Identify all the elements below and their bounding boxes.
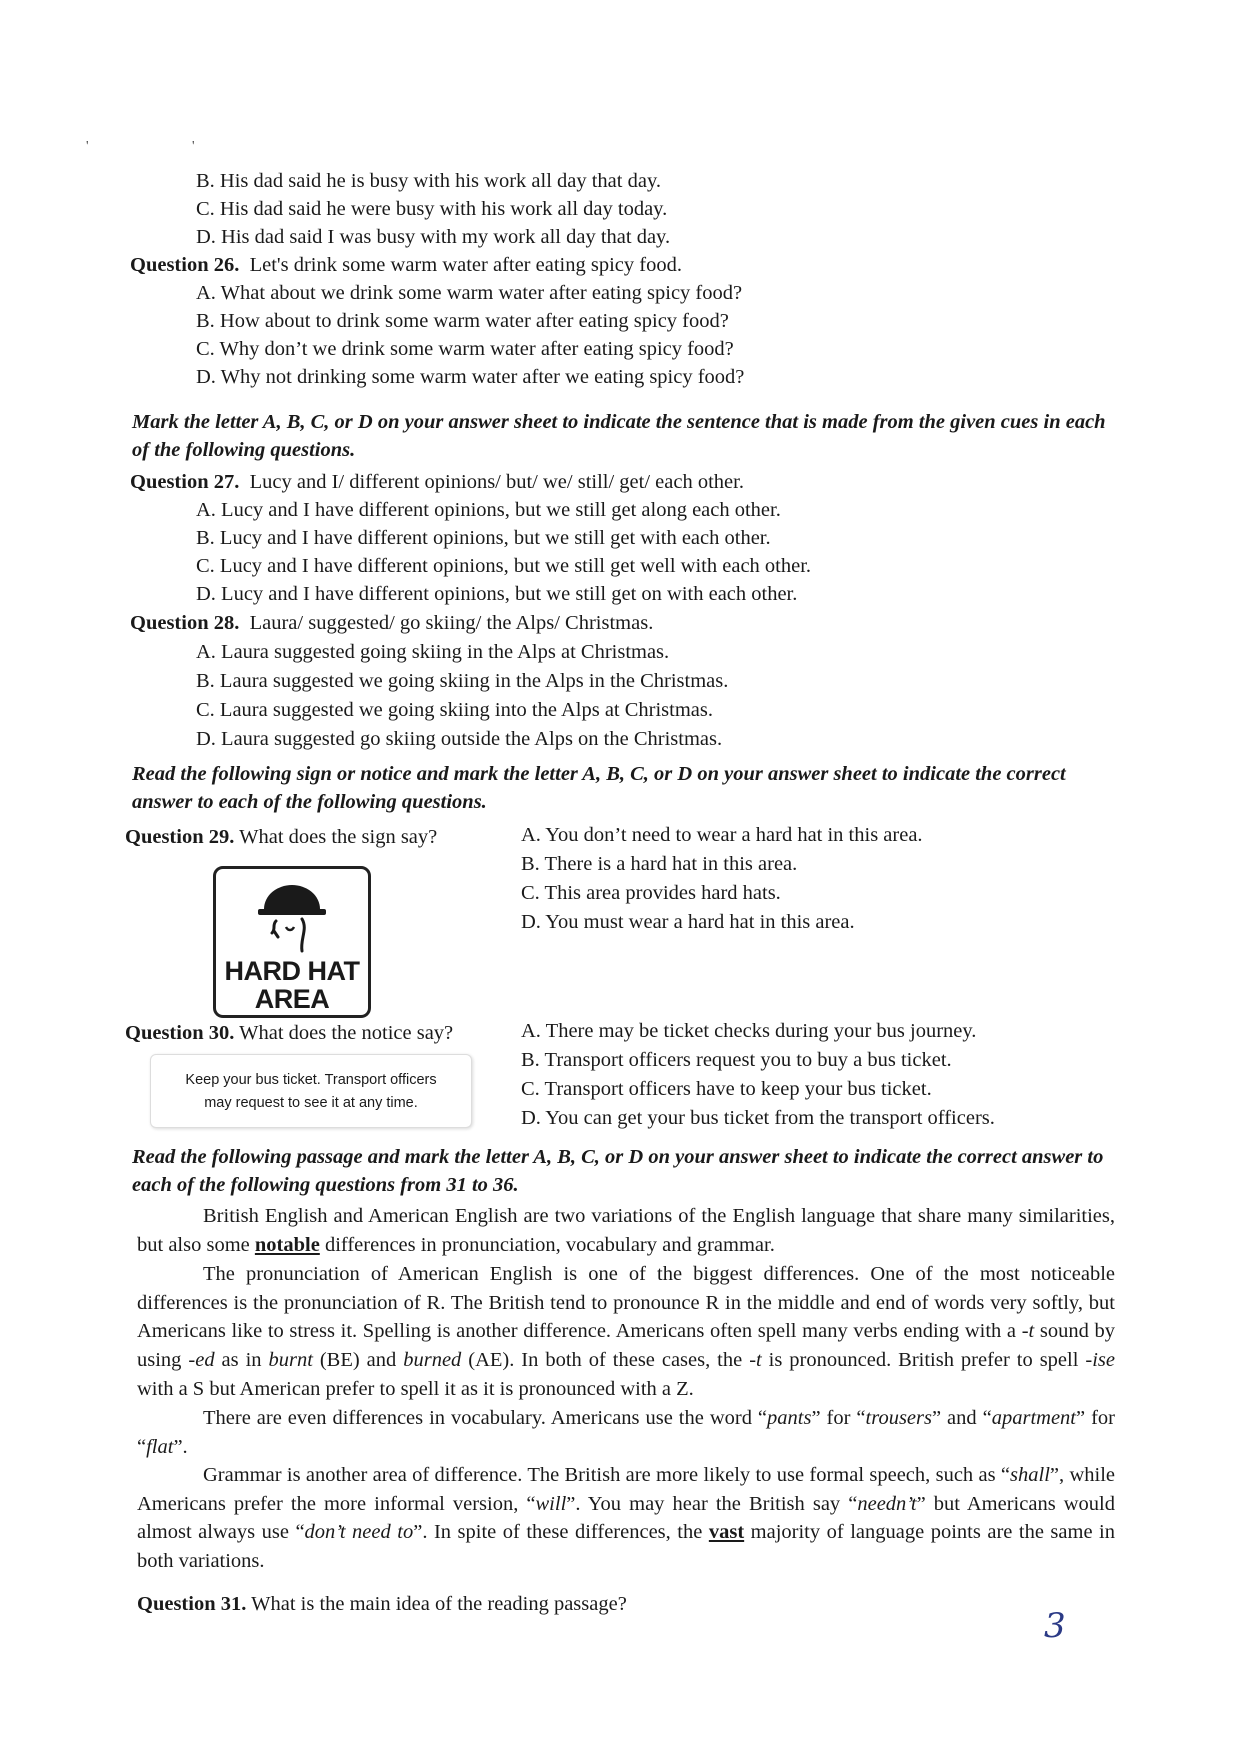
- p3-text-c: ” and “: [931, 1407, 992, 1429]
- q25-option-b: B. His dad said he is busy with his work all day that day.: [196, 170, 661, 192]
- q27-line: [130, 468, 744, 496]
- q29-option-c: C. This area provides hard hats.: [521, 882, 781, 904]
- q28-option-d: D. Laura suggested go skiing outside the Alps on the Christmas.: [196, 728, 723, 750]
- q30-stem: What does the notice say?: [239, 1022, 454, 1044]
- p1-text-b: differences in pronunciation, vocabulary and grammar.: [319, 1233, 775, 1256]
- q30-line: [125, 1019, 453, 1047]
- scan-specks: ' ': [86, 139, 245, 154]
- p2-term-t2: -t: [749, 1349, 762, 1372]
- p2-text-b: sound by using: [137, 1320, 1115, 1372]
- q31-line: [137, 1590, 627, 1618]
- p2-term-ed: -ed: [188, 1349, 215, 1372]
- instruction-sign: Read the following sign or notice and mark the letter A, B, C, or D on your answer sheet to indicate the correct answer to each of the following questions.: [132, 763, 1066, 813]
- p2-text-e: (AE). In both of these cases, the: [461, 1349, 750, 1372]
- q30-option-c: C. Transport officers have to keep your bus ticket.: [521, 1078, 932, 1100]
- q29-option-b: B. There is a hard hat in this area.: [521, 853, 798, 875]
- q28-label: Question 28.: [130, 612, 240, 634]
- p1-text-a: British English and American English are two variations of the English language that share many similarities, but also some: [137, 1205, 1115, 1256]
- p3-text-b: ” for “: [811, 1407, 866, 1429]
- page-number: 3: [1044, 1606, 1066, 1646]
- bus-ticket-notice: [150, 1054, 472, 1128]
- q28-option-a: A. Laura suggested going skiing in the Alps at Christmas.: [196, 641, 670, 663]
- q26-option-c: C. Why don’t we drink some warm water after eating spicy food?: [196, 338, 734, 360]
- p4-text-d: ” but Americans would almost always use “: [137, 1492, 1115, 1544]
- q30-option-a: A. There may be ticket checks during your bus journey.: [521, 1020, 977, 1042]
- p4-text-e: ”. In spite of these differences, the: [413, 1521, 709, 1544]
- p3-text-a: There are even differences in vocabulary. Americans use the word “: [203, 1407, 768, 1429]
- passage-paragraph-3: [137, 1404, 1115, 1461]
- q31-label: Question 31.: [137, 1593, 247, 1615]
- q27-stem: Lucy and I/ different opinions/ but/ we/ still/ get/ each other.: [249, 471, 744, 493]
- p3-text-d: ” for “: [137, 1407, 1115, 1458]
- q28-stem: Laura/ suggested/ go skiing/ the Alps/ Christmas.: [249, 612, 654, 634]
- p2-text-d: (BE) and: [312, 1349, 404, 1372]
- p2-text-c: as in: [214, 1349, 269, 1372]
- q31-stem: What is the main idea of the reading passage?: [251, 1593, 627, 1615]
- p2-text-g: with a S but American prefer to spell it as it is pronounced with a Z.: [137, 1377, 694, 1400]
- underlined-word-notable: notable: [254, 1233, 320, 1256]
- p2-term-burnt: burnt: [268, 1349, 313, 1372]
- q29-option-d: D. You must wear a hard hat in this area.: [521, 911, 855, 933]
- q29-stem: What does the sign say?: [239, 826, 438, 848]
- q30-option-b: B. Transport officers request you to buy a bus ticket.: [521, 1049, 952, 1071]
- p2-text-f: is pronounced. British prefer to spell: [761, 1349, 1086, 1372]
- p4-text-c: ”. You may hear the British say “: [566, 1492, 858, 1515]
- p4-text-a: Grammar is another area of difference. The British are more likely to use formal speech, such as “: [203, 1464, 1011, 1486]
- q27-option-c: C. Lucy and I have different opinions, but we still get well with each other.: [196, 555, 812, 577]
- p4-text-b: ”, while Americans prefer the more informal version, “: [137, 1464, 1115, 1515]
- hard-hat-sign: [213, 866, 371, 1018]
- q30-label: Question 30.: [125, 1022, 235, 1044]
- instruction-passage: Read the following passage and mark the letter A, B, C, or D on your answer sheet to indicate the correct answer to each of the following questions from 31 to 36.: [132, 1146, 1104, 1196]
- p4-text-f: majority of language points are the same in both variations.: [137, 1521, 1115, 1573]
- q25-option-c: C. His dad said he were busy with his work all day today.: [196, 198, 668, 220]
- p3-term-pants: pants: [767, 1407, 812, 1429]
- p2-term-ise: -ise: [1085, 1349, 1115, 1372]
- q27-option-d: D. Lucy and I have different opinions, but we still get on with each other.: [196, 583, 798, 605]
- notice-line-1: Keep your bus ticket. Transport officers: [185, 1072, 437, 1088]
- sign-line-1: HARD HAT: [224, 956, 360, 986]
- q29-label: Question 29.: [125, 826, 235, 848]
- p3-text-e: ”.: [173, 1435, 188, 1458]
- sign-line-2: AREA: [254, 984, 330, 1014]
- q29-option-a: A. You don’t need to wear a hard hat in this area.: [521, 824, 923, 846]
- q29-line: [125, 823, 437, 851]
- passage-paragraph-1: [137, 1202, 1115, 1259]
- p4-term-neednt: needn’t: [857, 1492, 917, 1515]
- q26-stem: Let's drink some warm water after eating spicy food.: [249, 254, 682, 276]
- q27-label: Question 27.: [130, 471, 240, 493]
- q28-option-c: C. Laura suggested we going skiing into the Alps at Christmas.: [196, 699, 714, 721]
- q28-line: [130, 609, 653, 637]
- q26-option-d: D. Why not drinking some warm water after we eating spicy food?: [196, 366, 745, 388]
- passage-paragraph-4: [137, 1461, 1115, 1576]
- p3-term-apartment: apartment: [991, 1407, 1077, 1429]
- q26-option-b: B. How about to drink some warm water after eating spicy food?: [196, 310, 729, 332]
- p3-term-flat: flat: [146, 1435, 174, 1458]
- q27-option-b: B. Lucy and I have different opinions, but we still get with each other.: [196, 527, 771, 549]
- notice-text: [151, 1069, 471, 1115]
- q28-option-b: B. Laura suggested we going skiing in the Alps in the Christmas.: [196, 670, 729, 692]
- q26-line: [130, 251, 682, 279]
- q26-option-a: A. What about we drink some warm water after eating spicy food?: [196, 282, 743, 304]
- p2-term-burned: burned: [403, 1349, 462, 1372]
- p4-term-shall: shall: [1010, 1464, 1050, 1486]
- sign-label: [216, 957, 368, 1013]
- q25-option-d: D. His dad said I was busy with my work all day that day.: [196, 226, 671, 248]
- hard-hat-worker-icon: [216, 869, 368, 959]
- instruction-cues: Mark the letter A, B, C, or D on your answer sheet to indicate the sentence that is made from the given cues in each of the following questions.: [132, 411, 1106, 461]
- q27-option-a: A. Lucy and I have different opinions, but we still get along each other.: [196, 499, 781, 521]
- p2-term-t: -t: [1021, 1320, 1035, 1343]
- notice-line-2: may request to see it at any time.: [204, 1095, 418, 1111]
- passage-paragraph-2: [137, 1260, 1115, 1404]
- q26-label: Question 26.: [130, 254, 240, 276]
- p2-text-a: The pronunciation of American English is one of the biggest differences. One of the most noticeable differences is the pronunciation of R. The British tend to pronounce R in the middle and end of words very softly, but Americans like to stress it. Spelling is another difference. Americans often spell many verbs ending with a: [137, 1263, 1115, 1343]
- q30-option-d: D. You can get your bus ticket from the transport officers.: [521, 1107, 995, 1129]
- underlined-word-vast: vast: [708, 1521, 745, 1544]
- p3-term-trousers: trousers: [865, 1407, 932, 1429]
- p4-term-will: will: [535, 1492, 567, 1515]
- p4-term-dont-need-to: don’t need to: [304, 1521, 414, 1544]
